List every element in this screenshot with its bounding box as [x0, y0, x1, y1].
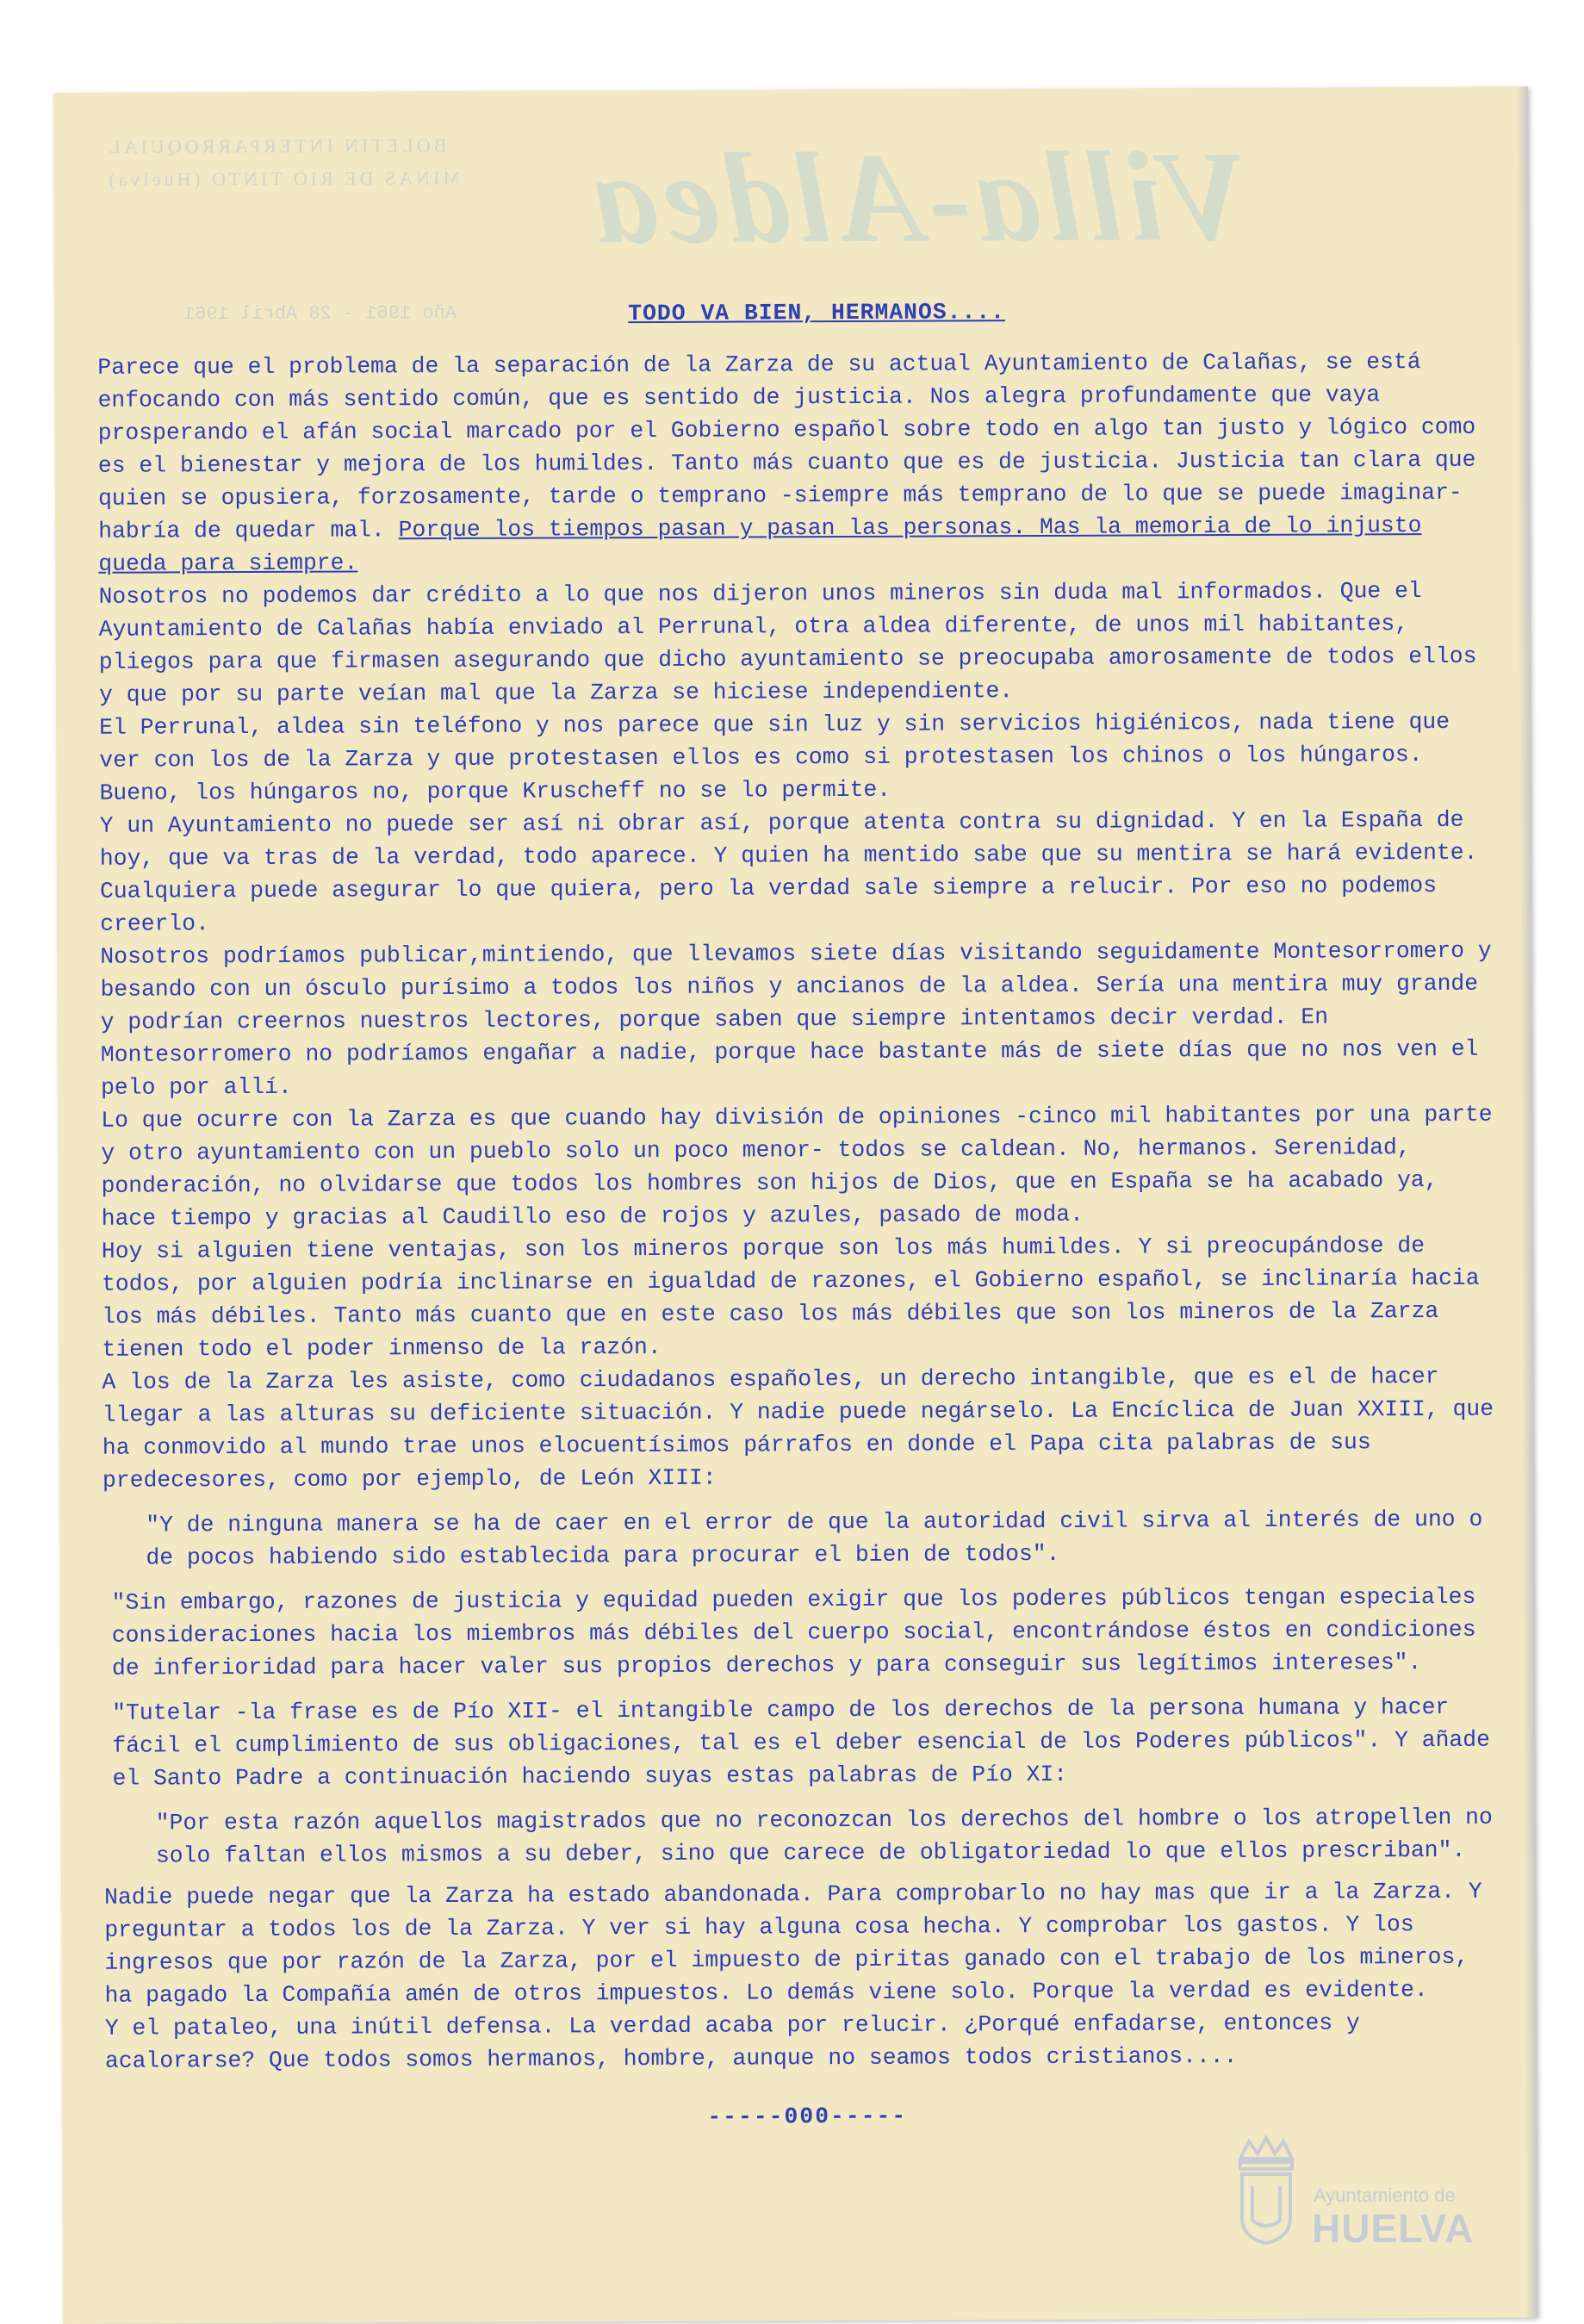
- paragraph: Lo que ocurre con la Zarza es que cuando hay división de opiniones -cinco mil habitantes por una parte y otro ayuntamiento con un pueblo solo un poco menor- todos se caldean. No, hermanos. Serenidad, ponderación, no olvidarse que todos los hombres son hijos de Dios, que en España se ha acabado ya, hace tiempo y gracias al Caudillo eso de rojos y azules, pasado de moda.: [101, 1101, 1493, 1232]
- end-mark: -----000-----: [707, 2103, 908, 2130]
- underlined-sentence: Porque los tiempos pasan y pasan las personas. Mas la memoria de lo injusto queda para siempre.: [98, 513, 1422, 577]
- paragraph: A los de la Zarza les asiste, como ciudadanos españoles, un derecho intangible, que es el de hacer llegar a las alturas su deficiente situación. Y nadie puede negárselo. La Encíclica de Juan XXIII, que ha conmovido al mundo trae unos elocuentísimos párrafos en donde el Papa cita palabras de sus predecesores, como por ejemplo, de León XIII:: [102, 1363, 1494, 1494]
- quote: "Por esta razón aquellos magistrados que no reconozcan los derechos del hombre o los atropellen no solo faltan ellos mismos a su deber, sino que carece de obligatoriedad lo que ellos prescriban".: [155, 1804, 1493, 1869]
- paragraph: Nadie puede negar que la Zarza ha estado abandonada. Para comprobarlo no hay mas que ir a la Zarza. Y preguntar a todos los de la Zarza. Y ver si hay alguna cosa hecha. Y comprobar los gastos. Y los ingresos que por razón de la Zarza, por el impuesto de piritas ganado con el trabajo de los mineros, ha pagado la Compañía amén de otros impuestos. Lo demás viene solo. Porque la verdad es evidente.: [104, 1878, 1482, 2009]
- article: [97, 294, 1509, 2136]
- paragraph: Nosotros no podemos dar crédito a lo que nos dijeron unos mineros sin duda mal informados. Que el Ayuntamiento de Calañas había enviado al Perrunal, otra aldea diferente, de unos mil habitantes, pliegos para que firmasen asegurando que dicho ayuntamiento se preocupaba amorosamente de todos ellos y que por su parte veían mal que la Zarza se hiciese independiente.: [98, 578, 1477, 708]
- paper-edge: [1516, 87, 1537, 2318]
- letterhead-line2: MINAS DE RIO TINTO (Huelva): [105, 166, 460, 190]
- paper-sheet: [53, 87, 1537, 2324]
- paragraph: Parece que el problema de la separación de la Zarza de su actual Ayuntamiento de Calañas, se está enfocando con más sentido común, que es sentido de justicia. Nos alegra profundamente que vaya prosperando el afán social marcado por el Gobierno español sobre todo en algo tan justo y lógico como es el bienestar y mejora de los humildes. Tanto más cuanto que es de justicia. Justicia tan clara que quien se opusiera, forzosamente, tarde o temprano -siempre más temprano de lo que se puede imaginar- habría de quedar mal. Porque los tiempos pasan y pasan las personas. Mas la memoria de lo injusto queda para siempre.: [97, 349, 1476, 577]
- paragraph: Nosotros podríamos publicar,mintiendo, que llevamos siete días visitando seguidamente Montesorromero y besando con un ósculo purísimo a todos los niños y ancianos de la aldea. Sería una mentira muy grande y podrían creernos nuestros lectores, porque saben que siempre intentamos decir verdad. En Montesorromero no podríamos engañar a nadie, porque hace bastante más de siete días que no nos ven el pelo por allí.: [100, 937, 1492, 1101]
- coat-of-arms-icon: [1232, 2134, 1301, 2246]
- letterhead-line1: BOLETIN INTERPARROQUIAL: [105, 134, 447, 158]
- logo-name: HUELVA: [1312, 2206, 1475, 2251]
- date-stamp: Año 1961 - 28 Abril 1961: [183, 301, 457, 326]
- paragraph: El Perrunal, aldea sin teléfono y nos parece que sin luz y sin servicios higiénicos, nada tiene que ver con los de la Zarza y que protestasen ellos es como si protestasen los chinos o los húngaros. Bueno, los húngaros no, porque Kruscheff no se lo permite.: [99, 708, 1450, 806]
- article-title: TODO VA BIEN, HERMANOS....: [628, 299, 1006, 327]
- letterhead-showthrough: [88, 121, 1510, 300]
- quote: "Tutelar -la frase es de Pío XII- el intangible campo de los derechos de la persona humana y hacer fácil el cumplimiento de sus obligaciones, tal es el deber esencial de los Poderes públicos". Y añade el Santo Padre a continuación haciendo suyas estas palabras de Pío XI:: [112, 1693, 1490, 1792]
- paragraph: Y el pataleo, una inútil defensa. La verdad acaba por relucir. ¿Porqué enfadarse, entonces y acalorarse? Que todos somos hermanos, hombre, aunque no seamos todos cristianos....: [104, 2010, 1360, 2074]
- letterhead-title: Villa-Aldea: [587, 124, 1248, 271]
- paragraph: Y un Ayuntamiento no puede ser así ni obrar así, porque atenta contra su dignidad. Y en la España de hoy, que va tras de la verdad, todo aparece. Y quien ha mentido sabe que su mentira se hará evidente. Cualquiera puede asegurar lo que quiera, pero la verdad sale siempre a relucir. Por eso no podemos creerlo.: [99, 806, 1478, 937]
- paragraph: Hoy si alguien tiene ventajas, son los mineros porque son los más humildes. Y si preocupándose de todos, por alguien podría inclinarse en igualdad de razones, el Gobierno español, se inclinaría hacia los más débiles. Tanto más cuanto que en este caso los más débiles que son los mineros de la Zarza tienen todo el poder inmenso de la razón.: [101, 1233, 1480, 1363]
- quote: "Sin embargo, razones de justicia y equidad pueden exigir que los poderes públicos tengan especiales consideraciones hacia los miembros más débiles del cuerpo social, encontrándose éstos en condiciones de inferioridad para hacer valer sus propios derechos y para conseguir sus legítimos intereses".: [111, 1583, 1476, 1681]
- huelva-logo: [1232, 2134, 1525, 2255]
- quote: "Y de ninguna manera se ha de caer en el error de que la autoridad civil sirva al interés de uno o de pocos habiendo sido establecida para procurar el bien de todos".: [146, 1506, 1483, 1571]
- logo-subtitle: Ayuntamiento de: [1314, 2184, 1456, 2206]
